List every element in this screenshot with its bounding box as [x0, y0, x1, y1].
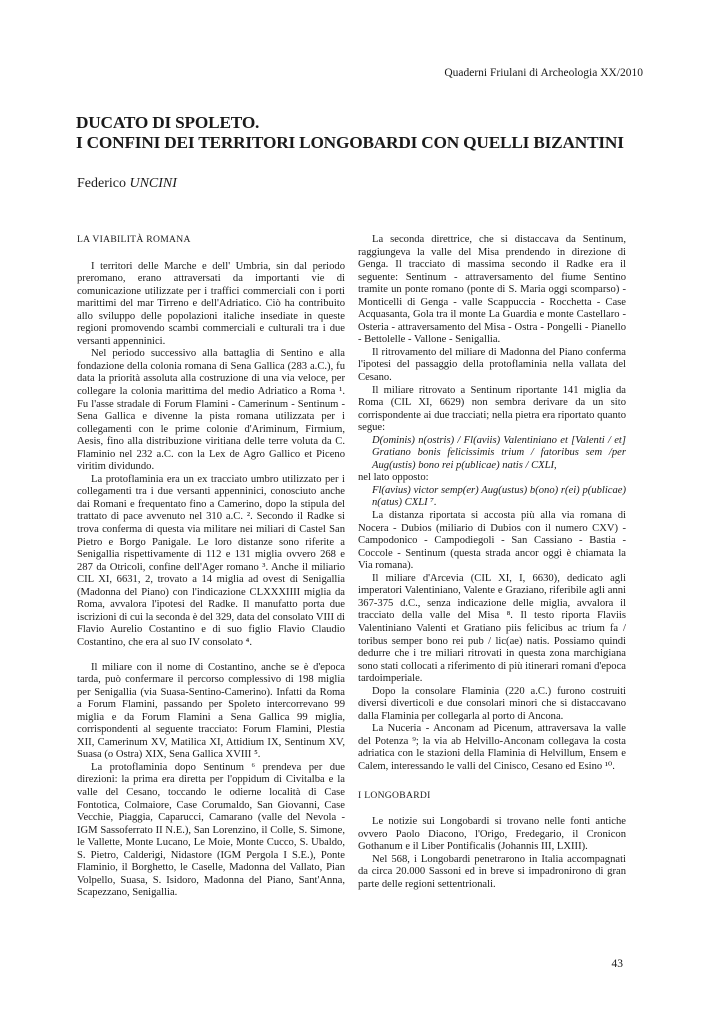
- article-title: [76, 113, 624, 153]
- title-line-2: I CONFINI DEI TERRITORI LONGOBARDI CON QUELLI BIZANTINI: [76, 133, 624, 152]
- paragraph: La distanza riportata si accosta più alla via romana di Nocera - Dubios (miliario di Dubios con il numero CXV) - Campodonico - Campodiegoli - San Cassiano - Bastia - Coccole - Sentinum (questa strada ancor oggi è chiamata la Via romana).: [358, 510, 626, 572]
- paragraph: Il miliare con il nome di Costantino, anche se è d'epoca tarda, può confermare il percorso complessivo di 198 miglia per Senigallia (via Suasa-Sentino-Camerino). Infatti da Roma a Forum Flamini, passando per Spoleto intercorrevano 99 miglia e da Forum Flamini a Sena Gallica 99 miglia, corrispondenti al seguente tracciato: Forum Flamini, Plestia XII, Camerinum XV, Matilica XI, Attidium IX, Sentinum XV, Suasa (o Ostra) XIX, Sena Gallica XVIII ⁵.: [77, 661, 345, 761]
- paragraph: La protoflaminia era un ex tracciato umbro utilizzato per i collegamenti tra i due versanti appenninici, conosciuto anche dai Romani e frequentato fino a Camerino, dopo la stipula del trattato di pace avvenuto nel 310 a.C. ². Secondo il Radke si trova conferma di questa via militare nei miliari di Castel San Pietro e Borgo Panigale. Le loro distanze sono riferite a Senigallia rispettivamente di 112 e 131 miglia ovvero 268 e 287 da Otricoli, confine dell'Ager romano ³. Anche il miliario CIL XI, 6631, 2, trovato a 14 miglia ad ovest di Senigallia (Madonna del Piano) con l'indicazione CLXXXIIII miglia da Roma, avvalora l'ipotesi del Radke. Il manufatto porta due iscrizioni di cui la seconda è del 329, data del consolato VIII di Flavio Aurelio Costantino e di suo figlio Flavio Claudio Costantino, che era al suo IV consolato ⁴.: [77, 473, 345, 648]
- paragraph: La seconda direttrice, che si distaccava da Sentinum, raggiungeva la valle del Misa prendendo in direzione di Genga. Il tracciato di massima secondo il Radke era il seguente: Sentinum - attraversamento del fiume Sentino tramite un ponte romano (ponte di S. Maria oggi scomparso) - Monticelli di Genga - valle Scappuccia - Rocchetta - Case Acquasanta, Gola tra il monte La Guardia e monte Castellaro - Osteria - attraversamento del Misa - Ostra - Pongelli - Pianello - Bettolelle - Vallone - Senigallia.: [358, 234, 626, 346]
- paragraph: La Nuceria - Anconam ad Picenum, attraversava la valle del Potenza ⁹; la via ab Helvillo-Anconam collegava la costa adriatica con le stazioni della Flaminia di Helvillum, Ensem e Calem, interessando le valli del Cinisco, Cesano ed Esino ¹⁰.: [358, 723, 626, 772]
- paragraph: Nel periodo successivo alla battaglia di Sentino e alla fondazione della colonia romana di Sena Gallica (283 a.C.), fu data la priorità assoluta alla costruzione di una via veloce, per collegare la colonia marittima del medio Adriatico a Roma ¹. Fu l'asse stradale di Forum Flamini - Camerinum - Sentinum - Sena Gallica e divenne la pista romana utilizzata per i collegamenti con le prime colonie d'Ariminum, Firmium, Aesis, fino alla distribuzione viritiana delle terre voluta da C. Flaminio nel 232 a.C. con la Lex de Agro Gallico et Piceno viritim dividundo.: [77, 348, 345, 473]
- paragraph: Il ritrovamento del miliare di Madonna del Piano conferma l'ipotesi del passaggio della protoflaminia nella vallata del Cesano.: [358, 346, 626, 384]
- page-number: 43: [611, 958, 623, 970]
- author: [77, 176, 177, 192]
- right-column: [358, 234, 626, 891]
- inscription-text: D(ominis) n(ostris) / Fl(aviis) Valentiniano et [Valenti / et] Gratiano bonis felicissimis trium / fatoribus sem /per Aug(ustis) bono rei p(ublicae) natis / CXLI,: [372, 434, 626, 471]
- author-first-name: Federico: [77, 176, 126, 191]
- paragraph: Il miliare d'Arcevia (CIL XI, I, 6630), dedicato agli imperatori Valentiniano, Valente e Graziano, riferibile agli anni 367-375 d.C., senza indicazione delle miglia, avvalora il tracciato della valle del Misa ⁸. Il testo riporta Flaviis Valentiniano Valenti et Gratiano piis felicibus ac trium fa / toribus semper bono rei pub / lic(ae) natis. Possiamo quindi dedurre che i tre miliari ritrovati in questa zona marchigiana sono stati collocati a riferimento di più itinerari romani d'epoca tardoimperiale.: [358, 572, 626, 685]
- section-heading-longobardi: I LONGOBARDI: [358, 789, 431, 801]
- inscription-connector: nel lato opposto:: [358, 472, 429, 484]
- paragraph: Dopo la consolare Flaminia (220 a.C.) furono costruiti diversi diverticoli e due consolari minori che si distaccavano dalla Flaminia per collegarla al porto di Ancona.: [358, 685, 626, 722]
- title-line-1: DUCATO DI SPOLETO.: [76, 113, 260, 132]
- inscription-text: Fl(avius) victor semp(er) Aug(ustus) b(ono) r(ei) p(ublicae) n(atus) CXLI ⁷.: [372, 484, 626, 509]
- author-surname: UNCINI: [129, 176, 177, 191]
- paragraph: Nel 568, i Longobardi penetrarono in Italia accompagnati da circa 20.000 Sassoni ed in breve si impadronirono di gran parte delle regioni settentrionali.: [358, 853, 626, 890]
- journal-header: Quaderni Friulani di Archeologia XX/2010: [444, 67, 643, 79]
- paragraph: La protoflaminia dopo Sentinum ⁶ prendeva per due direzioni: la prima era diretta per l'oppidum di Civitalba e la valle del Cesano, toccando le odierne località di Case Fontotica, Colmaiore, Case Corumaldo, San Giovanni, Case Vecchie, Piaggia, Caparucci, Camarano (valle del Nevola - IGM Sassoferrato II N.E.), San Lorenzino, il Colle, S. Simone, le Vallette, Monte Lucano, Le Moie, Monte Cucco, S. Ubaldo, S. Pietro, Calderigi, Nidastore (IGM Pergola I S.E.), Ponte Flaminio, il Borghetto, le Caselle, Madonna del Vallato, Pian Volpello, Suasa, S. Isidoro, Madonna del Piano, Sant'Anna, Scapezzano, Senigallia.: [77, 761, 345, 899]
- paragraph: I territori delle Marche e dell' Umbria, sin dal periodo preromano, erano attraversati da importanti vie di comunicazione utilizzate per i traffici commerciali con i porti marittimi del mar Tirreno e dell'Adriatico. Ciò ha contribuito allo sviluppo delle popolazioni italiche insediate in queste regioni promovendo scambi commerciali e culturali tra i due versanti appenninici.: [77, 260, 345, 347]
- paragraph: Le notizie sui Longobardi si trovano nelle fonti antiche ovvero Paolo Diacono, l'Origo, Fredegario, il Cronicon Gothanum e il Liber Pontificalis (Johannis III, LXIII).: [358, 816, 626, 853]
- left-column: [77, 234, 345, 900]
- paragraph: Il miliare ritrovato a Sentinum riportante 141 miglia da Roma (CIL XI, 6629) non sembra derivare da un sito corrispondente ai due tracciati; nella pietra era riportato quanto segue:: [358, 384, 626, 434]
- section-heading-viabilita: LA VIABILITÀ ROMANA: [77, 234, 191, 245]
